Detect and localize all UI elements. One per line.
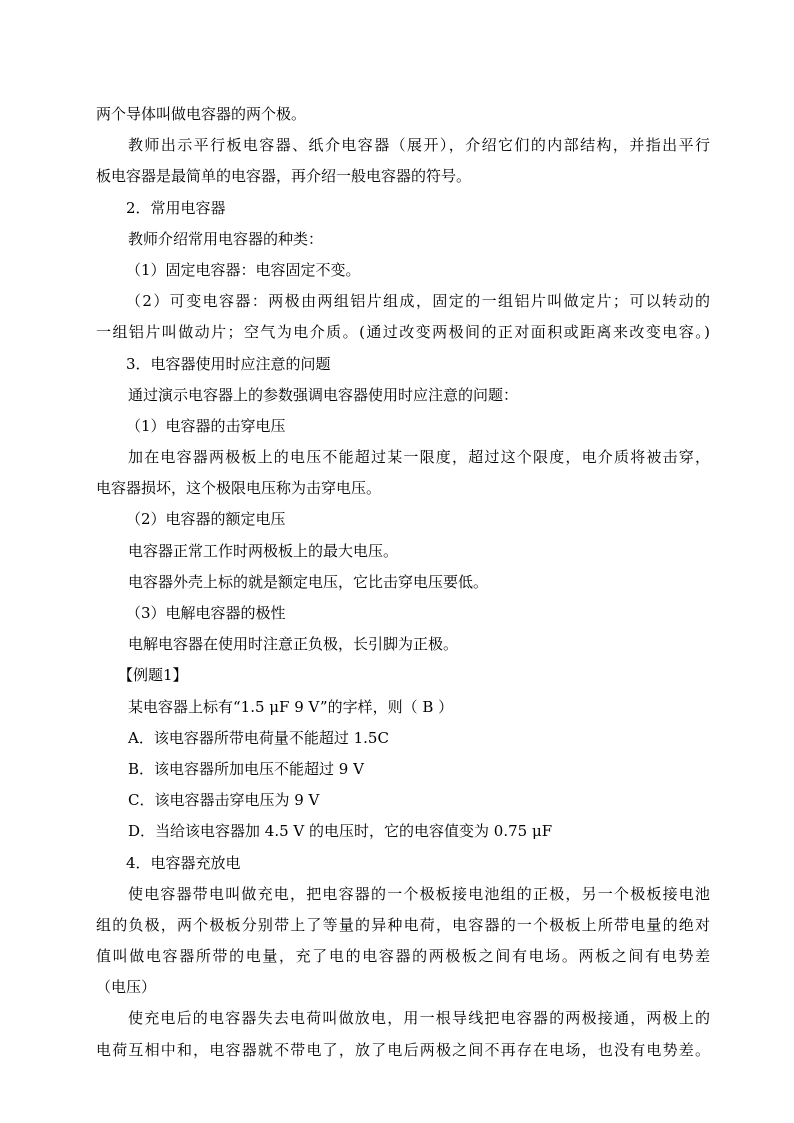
answer-option: C．该电容器击穿电压为 9 V <box>128 791 320 810</box>
paragraph-line: 电容器正常工作时两极板上的最大电压。 <box>128 541 399 560</box>
paragraph-line: 教师出示平行板电容器、纸介电容器（展开），介绍它们的内部结构，并指出平行 <box>128 136 710 155</box>
paragraph-line: 使充电后的电容器失去电荷叫做放电，用一根导线把电容器的两极接通，两极上的 <box>128 1009 710 1028</box>
paragraph-line: 电解电容器在使用时注意正负极，长引脚为正极。 <box>128 635 459 654</box>
subsection-heading: （3）电解电容器的极性 <box>126 604 286 622</box>
document-body <box>96 99 710 1066</box>
paragraph-line: 电荷互相中和，电容器就不带电了，放了电后两极之间不再存在电场，也没有电势差。 <box>96 1040 710 1059</box>
question-stem: 某电容器上标有“1.5 μF 9 V”的字样，则（ B ） <box>128 697 454 716</box>
paragraph-line: 电容器损坏，这个极限电压称为击穿电压。 <box>96 479 382 498</box>
section-heading: 3．电容器使用时应注意的问题 <box>126 354 331 373</box>
subsection-heading: （1）电容器的击穿电压 <box>126 416 286 435</box>
paragraph-line: 使电容器带电叫做充电，把电容器的一个极板接电池组的正极，另一个极板接电池 <box>128 884 710 903</box>
list-item: （2）可变电容器：两极由两组铝片组成，固定的一组铝片叫做定片；可以转动的 <box>126 292 710 311</box>
section-heading: 2．常用电容器 <box>126 198 226 217</box>
paragraph-line: 通过演示电容器上的参数强调电容器使用时应注意的问题： <box>128 385 519 404</box>
paragraph-line: 加在电容器两极板上的电压不能超过某一限度，超过这个限度，电介质将被击穿， <box>128 448 710 467</box>
paragraph-line: 电容器外壳上标的就是额定电压，它比击穿电压要低。 <box>128 572 489 591</box>
subsection-heading: （2）电容器的额定电压 <box>126 510 286 529</box>
paragraph-line: 板电容器是最简单的电容器，再介绍一般电容器的符号。 <box>96 167 472 186</box>
answer-option: A．该电容器所带电荷量不能超过 1.5C <box>128 728 389 747</box>
paragraph-line: 教师介绍常用电容器的种类： <box>128 229 324 248</box>
paragraph-line: 两个导体叫做电容器的两个极。 <box>96 105 307 123</box>
list-item: （1）固定电容器：电容固定不变。 <box>126 260 361 279</box>
section-heading: 4．电容器充放电 <box>126 853 241 872</box>
example-heading: 【例题1】 <box>118 666 188 685</box>
paragraph-line: 组的负极，两个极板分别带上了等量的异种电荷，电容器的一个极板上所带电量的绝对 <box>96 915 710 934</box>
answer-option: D．当给该电容器加 4.5 V 的电压时，它的电容值变为 0.75 μF <box>128 822 553 841</box>
answer-option: B．该电容器所加电压不能超过 9 V <box>128 759 364 778</box>
paragraph-line: 值叫做电容器所带的电量，充了电的电容器的两极板之间有电场。两板之间有电势差 <box>96 947 710 966</box>
paragraph-line: （电压） <box>96 978 157 997</box>
paragraph-line: 一组铝片叫做动片；空气为电介质。(通过改变两极间的正对面积或距离来改变电容。) <box>96 323 710 342</box>
